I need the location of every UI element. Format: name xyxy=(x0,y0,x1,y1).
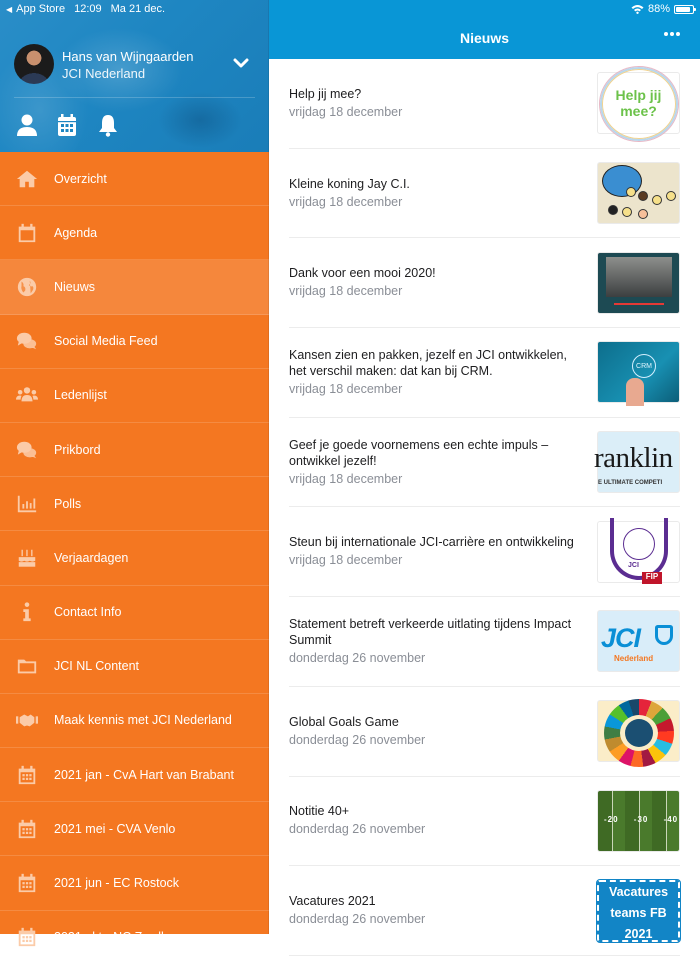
calendar-icon[interactable] xyxy=(56,113,78,137)
news-item[interactable] xyxy=(289,328,680,418)
chat-bubbles-icon xyxy=(15,330,39,352)
news-thumbnail: -20 -30 -40 xyxy=(597,790,680,852)
sidebar-item-event-jan[interactable] xyxy=(0,748,269,802)
sidebar-item-label: Social Media Feed xyxy=(54,334,158,349)
news-thumbnail xyxy=(597,162,680,224)
news-date: donderdag 26 november xyxy=(289,912,426,927)
news-list xyxy=(289,59,680,956)
sidebar-item-jci-nl-content[interactable] xyxy=(0,640,269,694)
sidebar-item-nieuws[interactable] xyxy=(0,260,269,314)
calendar-grid-icon xyxy=(15,872,39,894)
avatar[interactable] xyxy=(14,44,54,84)
birthday-cake-icon xyxy=(15,547,39,569)
news-title: Statement betreft verkeerde uitlating tijdens Impact Summit xyxy=(289,616,572,647)
sidebar-item-label: 2021 jan - CvA Hart van Brabant xyxy=(54,767,234,782)
sidebar-item-label: Overzicht xyxy=(54,171,107,186)
news-date: vrijdag 18 december xyxy=(289,553,403,568)
news-date: vrijdag 18 december xyxy=(289,381,403,396)
news-date: donderdag 26 november xyxy=(289,650,426,665)
sidebar xyxy=(0,0,269,945)
sidebar-item-event-jun[interactable] xyxy=(0,856,269,910)
sidebar-item-label: Polls xyxy=(54,496,82,511)
news-date: vrijdag 18 december xyxy=(289,284,403,299)
profile-organization: JCI Nederland xyxy=(62,66,146,81)
news-thumbnail: Vacatures teams FB 2021 xyxy=(597,880,680,942)
news-title: Notitie 40+ xyxy=(289,804,350,819)
profile-name: Hans van Wijngaarden xyxy=(62,49,194,64)
news-title: Help jij mee? xyxy=(289,86,362,101)
news-date: donderdag 26 november xyxy=(289,822,426,837)
folder-icon xyxy=(15,655,39,677)
news-thumbnail: CRM xyxy=(597,341,680,403)
bar-chart-icon xyxy=(15,493,39,515)
main-content xyxy=(269,0,700,941)
handshake-icon xyxy=(15,709,39,731)
wifi-icon xyxy=(631,4,644,14)
news-title: Kansen zien en pakken, jezelf en JCI ontwikkelen, het verschil maken: dat kan bij CRM. xyxy=(289,347,567,378)
sidebar-item-label: Nieuws xyxy=(54,279,95,294)
profile-header xyxy=(0,0,269,152)
news-thumbnail: JCI Nederland xyxy=(597,610,680,672)
news-item[interactable] xyxy=(289,149,680,239)
calendar-grid-icon xyxy=(15,818,39,840)
sidebar-item-event-mei[interactable] xyxy=(0,802,269,856)
info-icon xyxy=(15,601,39,623)
sidebar-item-label: JCI NL Content xyxy=(54,659,139,674)
sidebar-item-prikbord[interactable] xyxy=(0,423,269,477)
news-thumbnail: ranklin E ULTIMATE COMPETI xyxy=(597,431,680,493)
calendar-outline-icon xyxy=(15,222,39,244)
status-time: 12:09 xyxy=(74,3,102,15)
globe-icon xyxy=(15,276,39,298)
news-item[interactable] xyxy=(289,597,680,687)
sidebar-item-social-media-feed[interactable] xyxy=(0,315,269,369)
news-item[interactable] xyxy=(289,59,680,149)
status-bar-right xyxy=(631,3,694,15)
divider xyxy=(14,97,255,98)
news-item[interactable] xyxy=(289,507,680,597)
news-item[interactable] xyxy=(289,418,680,508)
news-item[interactable] xyxy=(289,777,680,867)
news-title: Dank voor een mooi 2020! xyxy=(289,266,436,281)
sidebar-item-verjaardagen[interactable] xyxy=(0,531,269,585)
home-icon xyxy=(15,168,39,190)
news-date: donderdag 26 november xyxy=(289,732,426,747)
sidebar-item-label: Verjaardagen xyxy=(54,550,129,565)
sidebar-item-maak-kennis[interactable] xyxy=(0,694,269,748)
users-icon xyxy=(15,384,39,406)
sidebar-item-ledenlijst[interactable] xyxy=(0,369,269,423)
news-item[interactable] xyxy=(289,238,680,328)
news-title: Steun bij internationale JCI-carrière en ontwikkeling xyxy=(289,535,574,550)
status-bar-left xyxy=(6,3,165,16)
sidebar-item-label: 2021 mei - CVA Venlo xyxy=(54,821,176,836)
sidebar-item-label: Prikbord xyxy=(54,442,101,457)
sidebar-item-contact-info[interactable] xyxy=(0,586,269,640)
sidebar-item-agenda[interactable] xyxy=(0,206,269,260)
calendar-grid-icon xyxy=(15,764,39,786)
status-date: Ma 21 dec. xyxy=(110,3,166,15)
news-item[interactable] xyxy=(289,687,680,777)
chevron-down-icon[interactable] xyxy=(233,56,249,70)
news-title: Geef je goede voornemens een echte impuls – ontwikkel jezelf! xyxy=(289,437,549,468)
sidebar-item-label: Maak kennis met JCI Nederland xyxy=(54,713,232,728)
news-title: Global Goals Game xyxy=(289,714,399,729)
news-title: Vacatures 2021 xyxy=(289,894,376,909)
sidebar-item-label: Agenda xyxy=(54,225,98,240)
battery-percentage: 88% xyxy=(647,3,670,15)
bell-icon[interactable] xyxy=(97,113,119,137)
news-thumbnail: JCI FIP xyxy=(597,521,680,583)
sidebar-item-label: Contact Info xyxy=(54,605,122,620)
chat-bubbles-icon xyxy=(15,439,39,461)
news-date: vrijdag 18 december xyxy=(289,194,403,209)
calendar-grid-icon xyxy=(15,926,39,948)
back-to-app-link[interactable]: App Store xyxy=(16,3,66,15)
back-arrow-icon[interactable]: ◀ xyxy=(6,5,13,14)
page-title: Nieuws xyxy=(459,30,509,46)
news-thumbnail xyxy=(597,252,680,314)
news-title: Kleine koning Jay C.I. xyxy=(289,176,410,191)
news-thumbnail xyxy=(597,700,680,762)
sidebar-item-polls[interactable] xyxy=(0,477,269,531)
more-icon[interactable] xyxy=(664,32,680,36)
sidebar-item-label: 2021 okt - NC Zwolle xyxy=(54,930,171,945)
user-icon[interactable] xyxy=(16,113,38,137)
sidebar-item-overzicht[interactable] xyxy=(0,152,269,206)
navigation-bar xyxy=(269,0,700,59)
news-thumbnail: Help jij mee? xyxy=(597,72,680,134)
news-date: vrijdag 18 december xyxy=(289,104,403,119)
news-item[interactable] xyxy=(289,866,680,956)
sidebar-item-label: 2021 jun - EC Rostock xyxy=(54,876,180,891)
news-date: vrijdag 18 december xyxy=(289,471,403,486)
sidebar-item-label: Ledenlijst xyxy=(54,388,107,403)
sidebar-menu xyxy=(0,152,269,965)
battery-icon xyxy=(674,5,694,14)
sidebar-item-event-okt[interactable] xyxy=(0,911,269,965)
